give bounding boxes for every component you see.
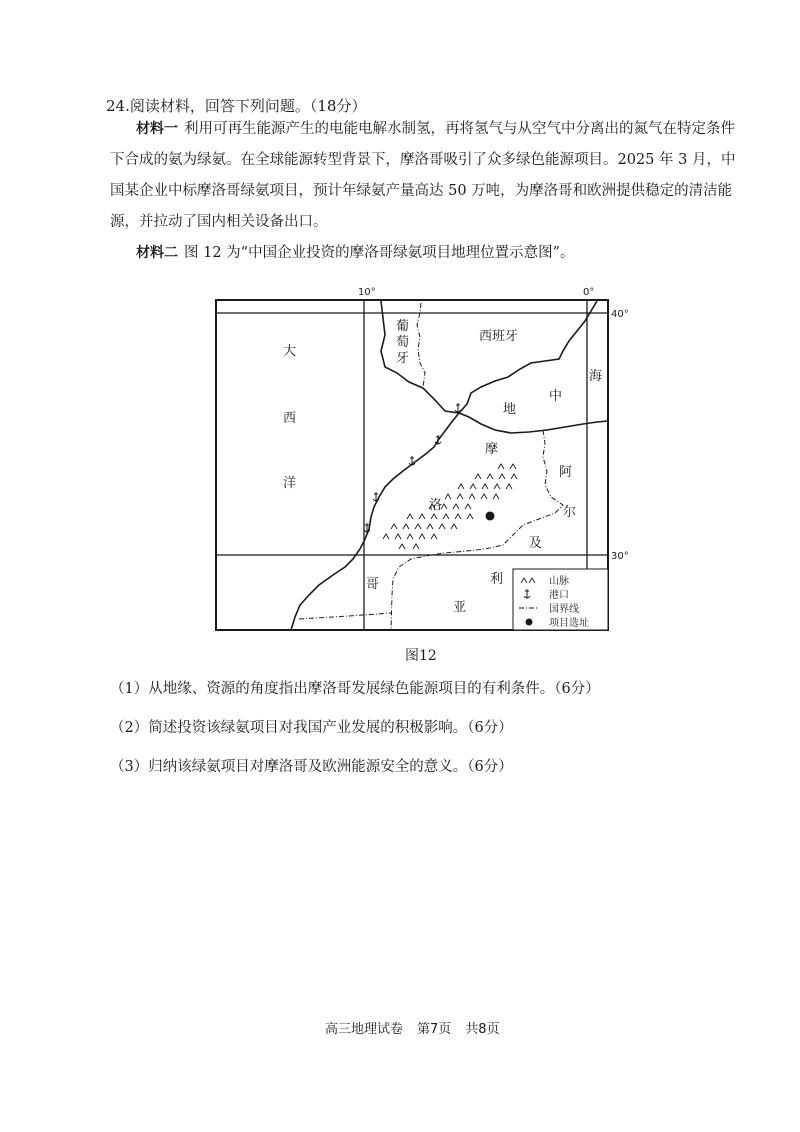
footer-total: 共8页 xyxy=(465,1022,500,1037)
mountain-symbol xyxy=(467,514,473,519)
mountain-symbol xyxy=(475,474,481,479)
mountain-symbol xyxy=(399,544,405,549)
mountain-symbol xyxy=(481,494,487,499)
ocean-label-3: 洋 xyxy=(283,476,297,491)
anchor-icon xyxy=(373,492,379,501)
lat-label-30: 30° xyxy=(611,551,629,562)
sea-label-3: 海 xyxy=(589,369,603,384)
anchor-icon xyxy=(455,403,461,412)
mountain-symbol xyxy=(403,524,409,529)
portugal-label-3: 牙 xyxy=(396,351,410,366)
sea-label-1: 地 xyxy=(503,402,517,417)
material-two-text: 图 12 为“中国企业投资的摩洛哥绿氨项目地理位置示意图”。 xyxy=(184,245,575,261)
mountain-symbol xyxy=(443,514,449,519)
sub-question-2: （2）简述投资该绿氨项目对我国产业发展的积极影响。（6分） xyxy=(110,720,513,736)
anchor-icon xyxy=(409,456,415,465)
mountain-symbol xyxy=(415,524,421,529)
mountain-symbol xyxy=(431,534,437,539)
material-one-text: 利用可再生能源产生的电能电解水制氢，再将氢气与从空气中分离出的氮气在特定条件下合成的氨为绿氨。在全球能源转型背景下，摩洛哥吸引了众多绿色能源项目。2025 年 3 月，中国某企业中标摩洛哥绿氨项目，预计年绿氨产量高达 50 万吨，为摩洛哥和欧洲提供稳定的清洁能源，并拉动了国内相关设备出口。 xyxy=(110,121,736,230)
legend-site-label: 项目选址 xyxy=(549,618,589,629)
morocco-label-1: 摩 xyxy=(485,442,499,457)
footer-subject: 高三地理试卷 xyxy=(325,1022,404,1037)
mountain-symbol xyxy=(453,504,459,509)
lat-label-40: 40° xyxy=(611,309,629,320)
ocean-label-2: 西 xyxy=(283,411,297,426)
dot-icon xyxy=(526,619,533,626)
lon-label-10: 10° xyxy=(358,287,376,298)
mountain-symbol xyxy=(487,474,493,479)
portugal-label-1: 葡 xyxy=(396,319,410,334)
mountain-symbol xyxy=(383,534,389,539)
mountain-symbol xyxy=(419,514,425,519)
algeria-label-3: 及 xyxy=(529,536,543,551)
atlas-mountains xyxy=(383,464,517,549)
mountain-symbol xyxy=(482,484,488,489)
mountain-symbol xyxy=(455,514,461,519)
location-map xyxy=(213,283,629,635)
project-site-dot xyxy=(486,512,495,521)
algeria-label-4: 利 xyxy=(490,572,504,587)
mountain-symbol xyxy=(445,494,451,499)
mountain-symbol xyxy=(391,524,397,529)
mountain-symbol xyxy=(457,494,463,499)
material-one xyxy=(110,114,742,238)
footer-page: 第7页 xyxy=(417,1022,452,1037)
material-two-label: 材料二 xyxy=(136,245,178,261)
legend-port-label: 港口 xyxy=(549,590,569,601)
portugal-spain-border xyxy=(417,303,425,387)
question-title: 24.阅读材料，回答下列问题。（18分） xyxy=(106,97,367,115)
legend-mountain-label: 山脉 xyxy=(549,576,569,587)
sub-question-3: （3）归纳该绿氨项目对摩洛哥及欧洲能源安全的意义。（6分） xyxy=(110,759,513,775)
algeria-label-2: 尔 xyxy=(563,505,577,520)
mountain-symbol xyxy=(407,514,413,519)
spain-label: 西班牙 xyxy=(479,329,519,344)
mountain-symbol xyxy=(510,464,516,469)
page-footer xyxy=(325,1018,514,1037)
mountain-symbol xyxy=(431,514,437,519)
mountain-symbol xyxy=(439,524,445,529)
mountain-symbol xyxy=(511,474,517,479)
mountain-symbol xyxy=(451,524,457,529)
mountain-symbol xyxy=(499,474,505,479)
portugal-label-2: 萄 xyxy=(396,335,410,350)
algeria-label-5: 亚 xyxy=(453,600,467,615)
material-two xyxy=(110,238,742,269)
legend-border-label: 国界线 xyxy=(549,604,579,615)
mountain-symbol xyxy=(498,464,504,469)
mountain-symbol xyxy=(413,544,419,549)
mountain-symbol xyxy=(407,534,413,539)
figure-caption: 图12 xyxy=(405,648,437,664)
ocean-label-1: 大 xyxy=(283,344,297,359)
sea-label-2: 中 xyxy=(549,389,563,404)
morocco-label-2: 洛 xyxy=(429,498,443,513)
mountain-symbol xyxy=(465,504,471,509)
mountain-symbol xyxy=(506,484,512,489)
mountain-symbol xyxy=(395,534,401,539)
mountain-symbol xyxy=(493,494,499,499)
mountain-symbol xyxy=(469,494,475,499)
material-one-label: 材料一 xyxy=(136,121,178,137)
lon-label-0: 0° xyxy=(583,287,595,298)
morocco-label-3: 哥 xyxy=(366,577,380,592)
africa-atlantic-coast xyxy=(291,413,459,630)
iberia-coastline xyxy=(381,301,597,413)
africa-mediterranean-coast xyxy=(459,413,608,433)
mountain-symbol xyxy=(419,534,425,539)
sub-question-1: （1）从地缘、资源的角度指出摩洛哥发展绿色能源项目的有利条件。（6分） xyxy=(110,681,600,697)
southern-border xyxy=(299,613,391,619)
algeria-label-1: 阿 xyxy=(559,465,573,480)
mountain-symbol xyxy=(494,484,500,489)
mountain-symbol xyxy=(427,524,433,529)
mountain-symbol xyxy=(470,484,476,489)
mountain-symbol xyxy=(458,484,464,489)
